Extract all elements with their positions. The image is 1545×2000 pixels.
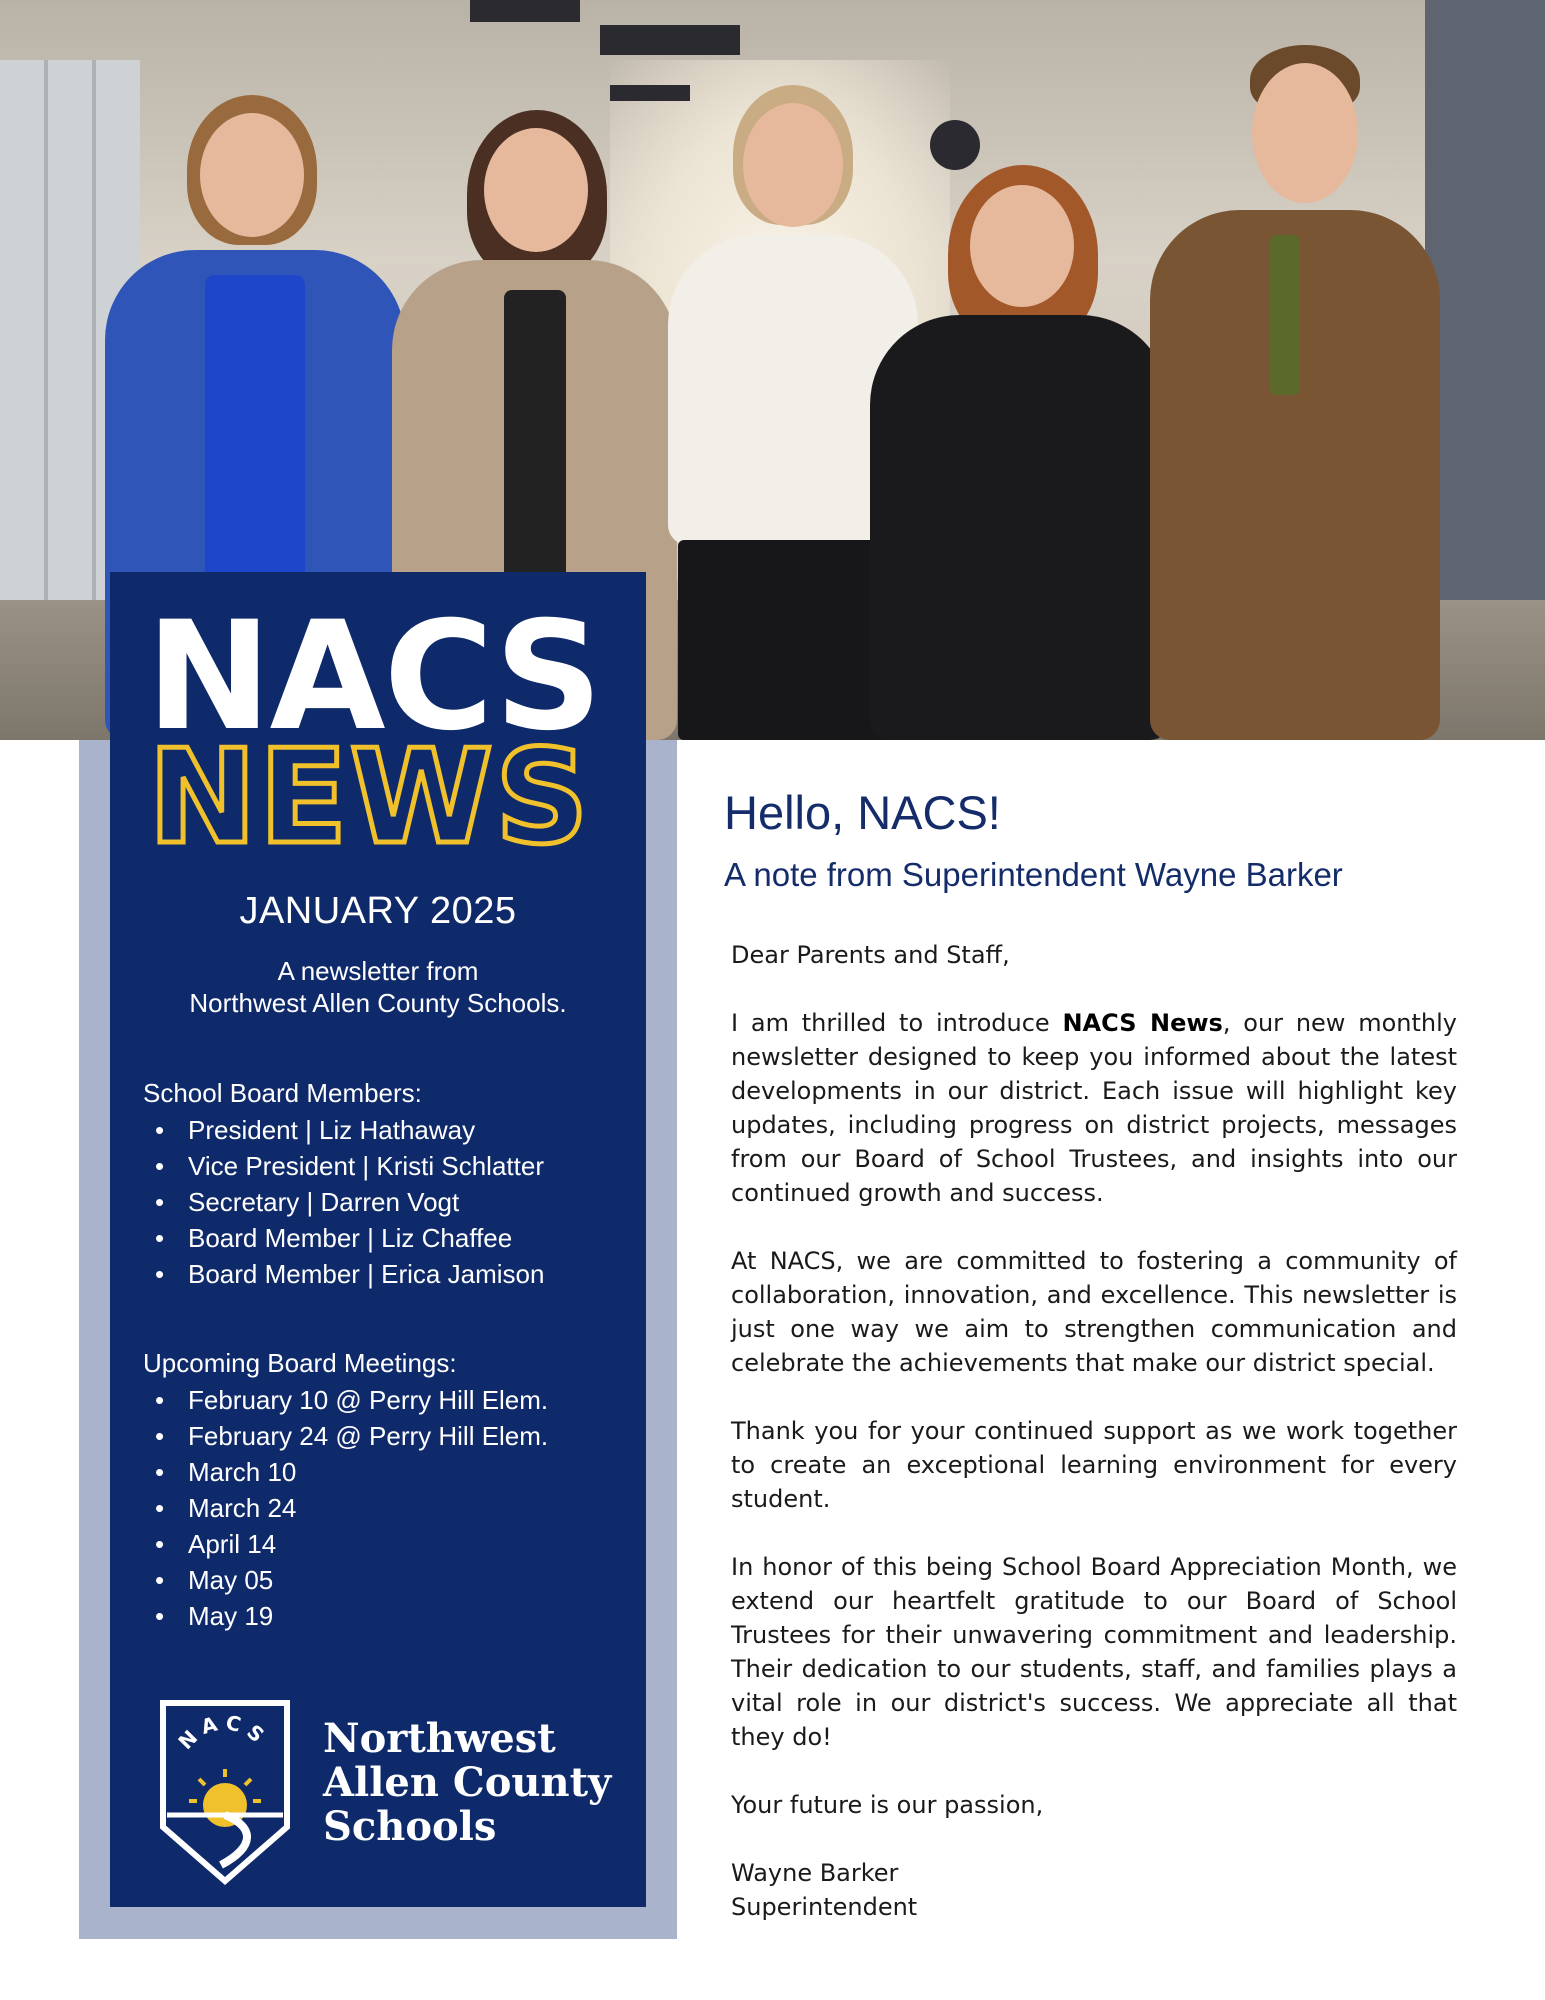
paragraph-1-text: , our new monthly newsletter designed to keep you informed about the latest developments in our district. Each issue will highlight key updates, including progress on district projects, messages from our Board of School Trustees, and insights into our continued growth and success. <box>731 1009 1457 1207</box>
person-4 <box>870 165 1170 740</box>
list-item: • April 14 <box>143 1526 548 1562</box>
logo-line-1: Northwest <box>323 1715 556 1762</box>
logo-badge-text: NACS <box>173 1710 274 1755</box>
signature-title: Superintendent <box>731 1893 918 1921</box>
list-item: • May 05 <box>143 1562 548 1598</box>
list-item: • President | Liz Hathaway <box>143 1112 544 1148</box>
list-item: • Board Member | Erica Jamison <box>143 1256 544 1292</box>
paragraph-1-text: I am thrilled to introduce <box>731 1009 1063 1037</box>
svg-text:NACS <box>173 1710 273 1754</box>
hallway-sign <box>600 25 740 55</box>
wall-clock <box>930 120 980 170</box>
board-meetings-list <box>143 1382 548 1634</box>
newsletter-name: NACS News <box>1062 1009 1223 1037</box>
logo-line-2: Allen County <box>323 1759 612 1806</box>
list-item: • Secretary | Darren Vogt <box>143 1184 544 1220</box>
letter-subheading: A note from Superintendent Wayne Barker <box>724 856 1343 893</box>
tagline <box>110 955 646 1019</box>
list-item: • February 10 @ Perry Hill Elem. <box>143 1382 548 1418</box>
board-members-heading: School Board Members: <box>143 1078 422 1108</box>
letter-body <box>731 938 1457 1924</box>
paragraph-2: At NACS, we are committed to fostering a community of collaboration, innovation, and excellence. This newsletter is just one way we aim to strengthen communication and celebrate the achievements that make our district special. <box>731 1247 1457 1377</box>
paragraph-4: In honor of this being School Board Appreciation Month, we extend our heartfelt gratitude to our Board of School Trustees for their unwavering commitment and leadership. Their dedication to our students, staff, and families plays a vital role in our district's success. We appreciate all that they do! <box>731 1553 1457 1751</box>
logo-line-3: Schools <box>323 1803 497 1850</box>
nacs-shield-icon <box>155 1697 295 1887</box>
masthead-title: NACS <box>146 590 601 764</box>
newsletter-sidebar <box>110 572 646 1907</box>
signature-name: Wayne Barker <box>731 1859 899 1887</box>
logo-wordmark <box>323 1717 611 1849</box>
paragraph-3: Thank you for your continued support as we work together to create an exceptional learning environment for every student. <box>731 1417 1457 1513</box>
person-5 <box>1150 45 1440 740</box>
masthead-subtitle: NEWS <box>148 721 591 873</box>
salutation: Dear Parents and Staff, <box>731 941 1010 969</box>
list-item: • Board Member | Liz Chaffee <box>143 1220 544 1256</box>
letter-heading: Hello, NACS! <box>724 786 1001 839</box>
list-item: • May 19 <box>143 1598 548 1634</box>
list-item: • February 24 @ Perry Hill Elem. <box>143 1418 548 1454</box>
board-meetings-heading: Upcoming Board Meetings: <box>143 1348 457 1378</box>
issue-date: JANUARY 2025 <box>239 890 517 932</box>
list-item: • March 24 <box>143 1490 548 1526</box>
hallway-sign <box>470 0 580 22</box>
paragraph-1 <box>731 1006 1457 1210</box>
board-members-list <box>143 1112 544 1292</box>
tagline-line-1: A newsletter from <box>277 956 479 986</box>
district-logo <box>155 1697 625 1887</box>
list-item: • March 10 <box>143 1454 548 1490</box>
list-item: • Vice President | Kristi Schlatter <box>143 1148 544 1184</box>
tagline-line-2: Northwest Allen County Schools. <box>189 988 567 1018</box>
closing: Your future is our passion, <box>731 1791 1044 1819</box>
